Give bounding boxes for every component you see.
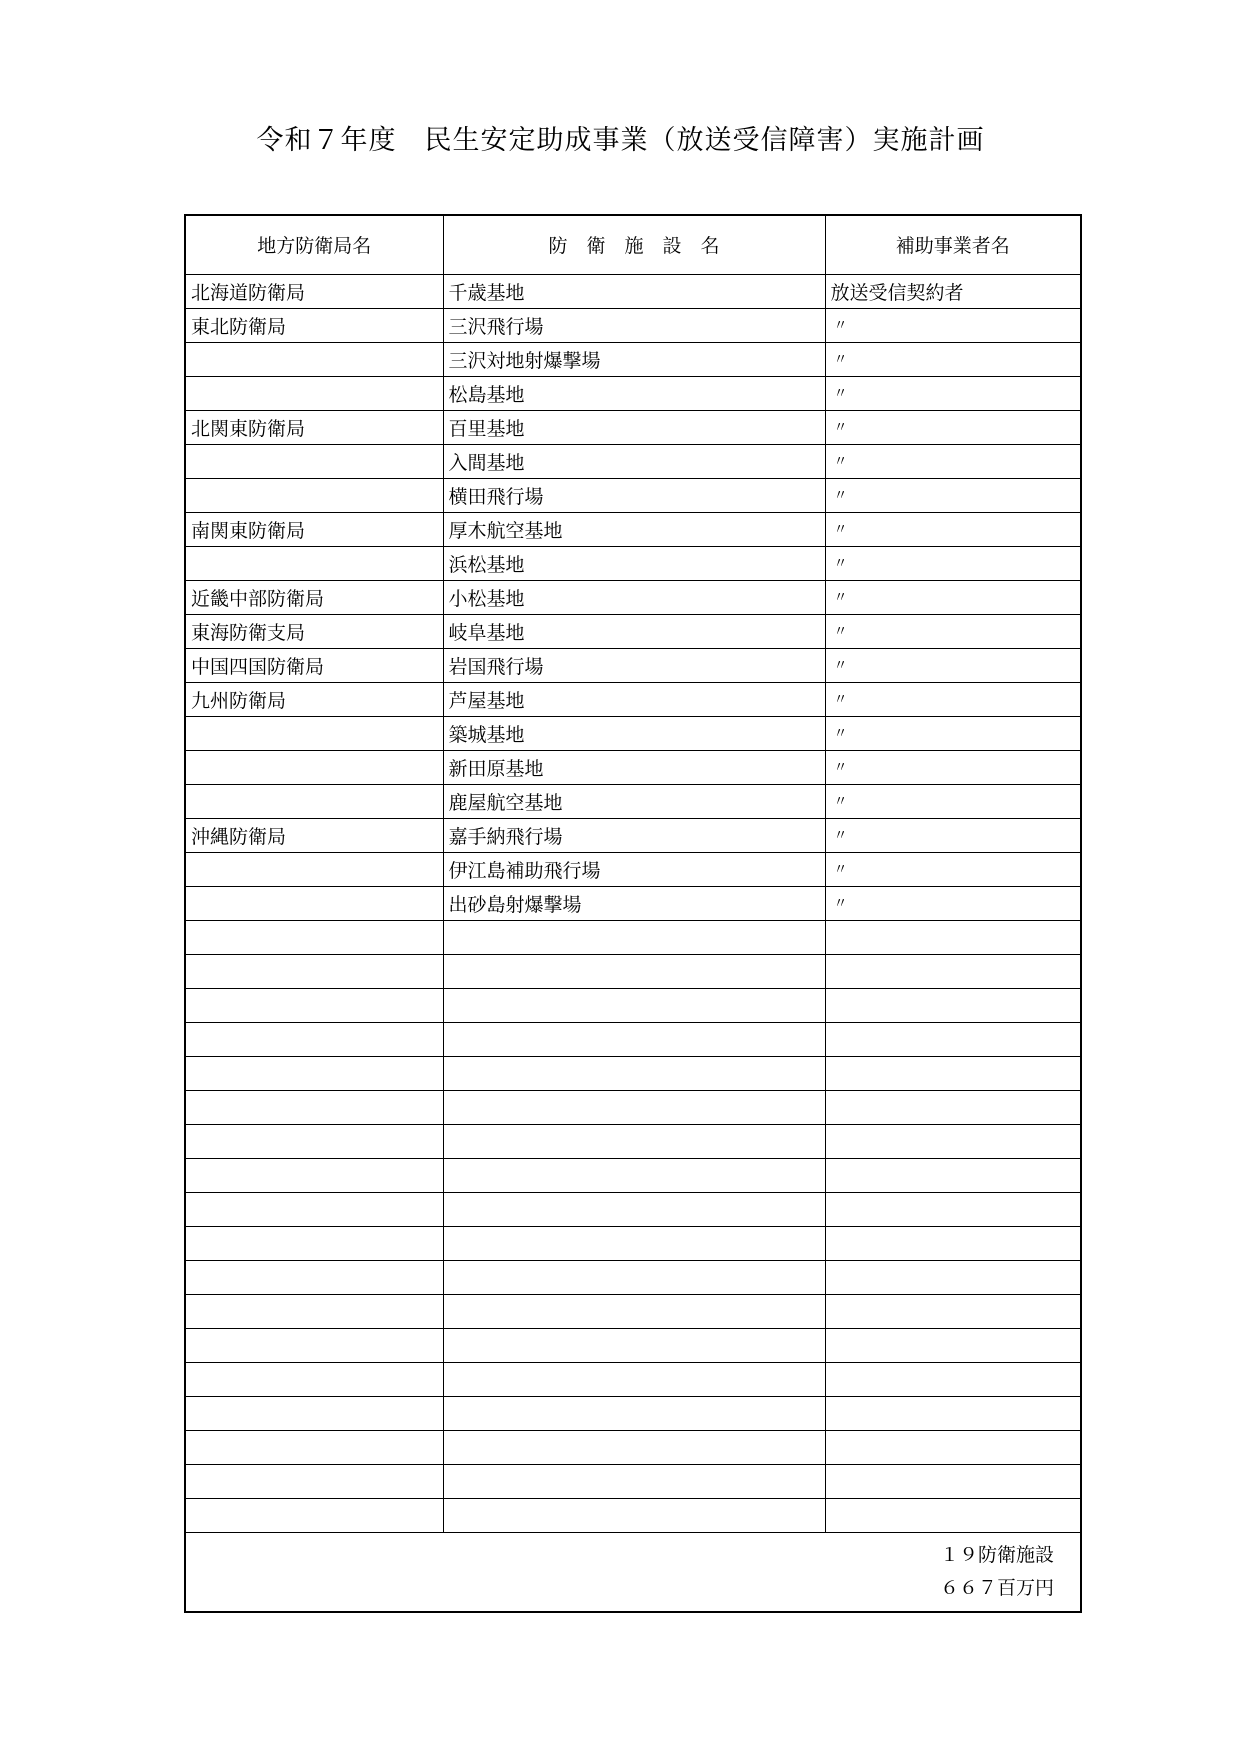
operator-cell: 〃	[825, 580, 1081, 614]
facility-cell: 横田飛行場	[443, 478, 825, 512]
bureau-cell	[185, 1226, 443, 1260]
facility-cell	[443, 1056, 825, 1090]
summary-cell	[185, 1532, 1081, 1612]
table-row	[185, 308, 1081, 342]
table-row	[185, 1090, 1081, 1124]
table-body	[185, 274, 1081, 1532]
operator-cell	[825, 1498, 1081, 1532]
operator-cell: 〃	[825, 750, 1081, 784]
table-row	[185, 376, 1081, 410]
table-row	[185, 886, 1081, 920]
bureau-cell	[185, 478, 443, 512]
bureau-cell	[185, 1192, 443, 1226]
bureau-cell	[185, 444, 443, 478]
operator-cell	[825, 1328, 1081, 1362]
facility-cell	[443, 1090, 825, 1124]
header-operator: 補助事業者名	[825, 215, 1081, 274]
facility-cell: 築城基地	[443, 716, 825, 750]
operator-cell: 〃	[825, 648, 1081, 682]
header-facility: 防 衛 施 設 名	[443, 215, 825, 274]
table-row	[185, 1192, 1081, 1226]
bureau-cell	[185, 1498, 443, 1532]
bureau-cell	[185, 1022, 443, 1056]
operator-cell: 〃	[825, 410, 1081, 444]
bureau-cell	[185, 1464, 443, 1498]
facility-cell	[443, 1396, 825, 1430]
bureau-cell	[185, 1056, 443, 1090]
facility-cell: 浜松基地	[443, 546, 825, 580]
table-row	[185, 1056, 1081, 1090]
facility-cell	[443, 1022, 825, 1056]
bureau-cell	[185, 1328, 443, 1362]
facility-cell	[443, 1158, 825, 1192]
summary-row	[185, 1532, 1081, 1612]
bureau-cell: 九州防衛局	[185, 682, 443, 716]
facility-cell: 入間基地	[443, 444, 825, 478]
table-row	[185, 1464, 1081, 1498]
table-row	[185, 750, 1081, 784]
facility-cell: 厚木航空基地	[443, 512, 825, 546]
bureau-cell	[185, 750, 443, 784]
facility-cell: 千歳基地	[443, 274, 825, 308]
facility-cell: 三沢飛行場	[443, 308, 825, 342]
table-row	[185, 818, 1081, 852]
operator-cell	[825, 920, 1081, 954]
bureau-cell	[185, 1396, 443, 1430]
bureau-cell	[185, 920, 443, 954]
table-row	[185, 410, 1081, 444]
bureau-cell: 東海防衛支局	[185, 614, 443, 648]
bureau-cell	[185, 784, 443, 818]
facility-cell: 松島基地	[443, 376, 825, 410]
facility-cell: 嘉手納飛行場	[443, 818, 825, 852]
bureau-cell	[185, 1158, 443, 1192]
operator-cell: 〃	[825, 546, 1081, 580]
facility-cell	[443, 988, 825, 1022]
operator-cell: 放送受信契約者	[825, 274, 1081, 308]
facility-cell: 鹿屋航空基地	[443, 784, 825, 818]
bureau-cell: 中国四国防衛局	[185, 648, 443, 682]
document-title: 令和７年度 民生安定助成事業（放送受信障害）実施計画	[256, 125, 985, 156]
facility-cell: 出砂島射爆撃場	[443, 886, 825, 920]
operator-cell	[825, 988, 1081, 1022]
bureau-cell: 北関東防衛局	[185, 410, 443, 444]
bureau-cell: 南関東防衛局	[185, 512, 443, 546]
facility-cell	[443, 1430, 825, 1464]
operator-cell: 〃	[825, 614, 1081, 648]
facility-cell	[443, 1362, 825, 1396]
bureau-cell: 東北防衛局	[185, 308, 443, 342]
facility-cell	[443, 1226, 825, 1260]
table-row	[185, 1158, 1081, 1192]
facility-cell	[443, 1498, 825, 1532]
table-row	[185, 546, 1081, 580]
table-row	[185, 478, 1081, 512]
bureau-cell	[185, 1362, 443, 1396]
total-amount: ６６７百万円	[939, 1576, 1054, 1599]
operator-cell	[825, 1226, 1081, 1260]
facility-cell: 伊江島補助飛行場	[443, 852, 825, 886]
operator-cell	[825, 954, 1081, 988]
operator-cell: 〃	[825, 444, 1081, 478]
operator-cell: 〃	[825, 512, 1081, 546]
facility-cell	[443, 1192, 825, 1226]
bureau-cell: 近畿中部防衛局	[185, 580, 443, 614]
operator-cell: 〃	[825, 716, 1081, 750]
operator-cell	[825, 1056, 1081, 1090]
table-row	[185, 512, 1081, 546]
operator-cell: 〃	[825, 342, 1081, 376]
facility-cell	[443, 1260, 825, 1294]
facility-cell	[443, 920, 825, 954]
operator-cell: 〃	[825, 682, 1081, 716]
operator-cell	[825, 1362, 1081, 1396]
facility-cell	[443, 1294, 825, 1328]
table-row	[185, 648, 1081, 682]
table-row	[185, 920, 1081, 954]
bureau-cell	[185, 716, 443, 750]
facility-cell: 新田原基地	[443, 750, 825, 784]
bureau-cell: 沖縄防衛局	[185, 818, 443, 852]
table-row	[185, 784, 1081, 818]
table-row	[185, 1362, 1081, 1396]
operator-cell: 〃	[825, 376, 1081, 410]
facility-cell: 岐阜基地	[443, 614, 825, 648]
table-header-row	[185, 215, 1081, 274]
operator-cell	[825, 1294, 1081, 1328]
plan-table	[184, 214, 1082, 1613]
facility-cell: 三沢対地射爆撃場	[443, 342, 825, 376]
bureau-cell	[185, 988, 443, 1022]
table-row	[185, 1022, 1081, 1056]
table-row	[185, 954, 1081, 988]
table-row	[185, 614, 1081, 648]
bureau-cell	[185, 1430, 443, 1464]
table-row	[185, 682, 1081, 716]
facility-cell	[443, 954, 825, 988]
bureau-cell	[185, 1260, 443, 1294]
operator-cell: 〃	[825, 308, 1081, 342]
table-row	[185, 852, 1081, 886]
bureau-cell	[185, 376, 443, 410]
operator-cell	[825, 1090, 1081, 1124]
bureau-cell	[185, 546, 443, 580]
operator-cell	[825, 1192, 1081, 1226]
operator-cell	[825, 1158, 1081, 1192]
facility-cell: 芦屋基地	[443, 682, 825, 716]
operator-cell	[825, 1464, 1081, 1498]
facility-cell	[443, 1328, 825, 1362]
bureau-cell	[185, 852, 443, 886]
table-row	[185, 1396, 1081, 1430]
facility-cell: 小松基地	[443, 580, 825, 614]
table-row	[185, 988, 1081, 1022]
bureau-cell	[185, 1090, 443, 1124]
facility-cell: 百里基地	[443, 410, 825, 444]
operator-cell: 〃	[825, 886, 1081, 920]
table-row	[185, 716, 1081, 750]
operator-cell	[825, 1022, 1081, 1056]
facility-count: １９防衛施設	[939, 1543, 1054, 1566]
bureau-cell	[185, 954, 443, 988]
bureau-cell	[185, 886, 443, 920]
operator-cell	[825, 1124, 1081, 1158]
table-row	[185, 1498, 1081, 1532]
bureau-cell	[185, 1294, 443, 1328]
table-row	[185, 1294, 1081, 1328]
table-row	[185, 274, 1081, 308]
operator-cell: 〃	[825, 784, 1081, 818]
operator-cell	[825, 1260, 1081, 1294]
table-row	[185, 342, 1081, 376]
table-row	[185, 1124, 1081, 1158]
bureau-cell: 北海道防衛局	[185, 274, 443, 308]
table-row	[185, 444, 1081, 478]
table-row	[185, 1328, 1081, 1362]
bureau-cell	[185, 1124, 443, 1158]
operator-cell: 〃	[825, 818, 1081, 852]
operator-cell: 〃	[825, 852, 1081, 886]
operator-cell	[825, 1396, 1081, 1430]
facility-cell	[443, 1464, 825, 1498]
table-row	[185, 580, 1081, 614]
bureau-cell	[185, 342, 443, 376]
facility-cell: 岩国飛行場	[443, 648, 825, 682]
table-row	[185, 1226, 1081, 1260]
operator-cell: 〃	[825, 478, 1081, 512]
table-row	[185, 1430, 1081, 1464]
facility-cell	[443, 1124, 825, 1158]
operator-cell	[825, 1430, 1081, 1464]
header-bureau: 地方防衛局名	[185, 215, 443, 274]
table-row	[185, 1260, 1081, 1294]
